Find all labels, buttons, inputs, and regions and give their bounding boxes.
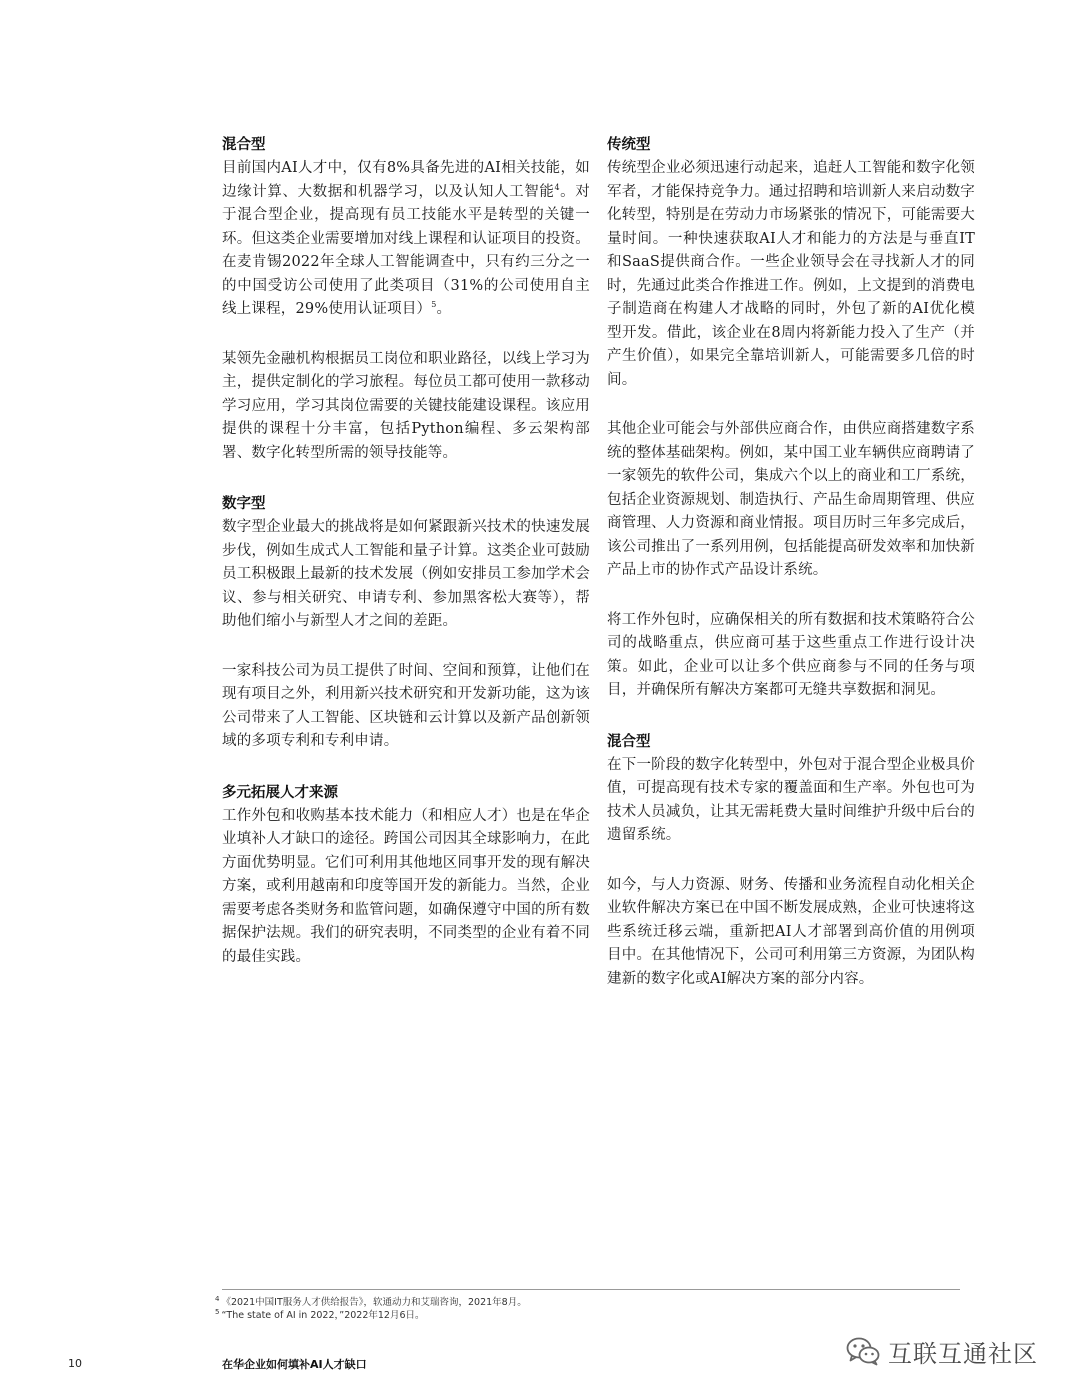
section-heading: 混合型 [222,137,266,153]
footnote-mark: 5 [215,1307,220,1316]
section-digital [222,493,590,754]
paragraph: 数字型企业最大的挑战将是如何紧跟新兴技术的快速发展步伐，例如生成式人工智能和量子计算。这类企业可鼓励员工积极跟上最新的技术发展（例如安排员工参加学术会议、参与相关研究、申请专利、参加黑客松大赛等），帮助他们缩小与新型人才之间的差距。 [222,519,590,629]
right-column [607,134,975,1019]
footnote [215,1296,960,1309]
footnote-divider [222,1289,960,1290]
paragraph: 如今，与人力资源、财务、传播和业务流程自动化相关企业软件解决方案已在中国不断发展成熟，企业可快速将这些系统迁移云端，重新把AI人才部署到高价值的用例项目中。在其他情况下，公司可利用第三方资源，为团队构建新的数字化或AI解决方案的部分内容。 [607,876,975,987]
footnote-ref[interactable]: 5 [431,300,437,310]
section-hybrid-left [222,134,590,465]
paragraph: 其他企业可能会与外部供应商合作，由供应商搭建数字系统的整体基础架构。例如，某中国工业车辆供应商聘请了一家领先的软件公司，集成六个以上的商业和工厂系统，包括企业资源规划、制造执行、产品生命周期管理、供应商管理、人力资源和商业情报。项目历时三年多完成后，该公司推出了一系列用例，包括能提高研发效率和加快新产品上市的协作式产品设计系统。 [607,421,975,578]
running-title: 在华企业如何填补AI人才缺口 [222,1358,367,1371]
section-traditional [607,134,975,703]
paragraph-text: 。 [436,301,452,317]
footnote-text: 《2021中国IT服务人才供给报告》，软通动力和艾瑞咨询，2021年8月。 [221,1297,527,1308]
footnotes [215,1296,960,1322]
wechat-icon [846,1336,880,1366]
paragraph: 传统型企业必须迅速行动起来，追赶人工智能和数字化领军者，才能保持竞争力。通过招聘和培训新人来启动数字化转型，特别是在劳动力市场紧张的情况下，可能需要大量时间。一种快速获取AI人才和能力的方法是与垂直IT和SaaS提供商合作。一些企业领导会在寻找新人才的同时，先通过此类合作推进工作。例如，上文提到的消费电子制造商在构建人才战略的同时，外包了新的AI优化模型开发。借此，该企业在8周内将新能力投入了生产（并产生价值），如果完全靠培训新人，可能需要多几倍的时间。 [607,160,975,388]
footnote-mark: 4 [215,1294,220,1303]
paragraph: 将工作外包时，应确保相关的所有数据和技术策略符合公司的战略重点，供应商可基于这些重点工作进行设计决策。如此，企业可以让多个供应商参与不同的任务与项目，并确保所有解决方案都可无缝共享数据和洞见。 [607,611,975,698]
watermark-text: 互联互通社区 [888,1339,1038,1368]
page-number: 10 [68,1357,82,1370]
section-heading: 数字型 [222,496,266,512]
section-heading: 混合型 [607,733,651,750]
paragraph: 一家科技公司为员工提供了时间、空间和预算，让他们在现有项目之外，利用新兴技术研究和开发新功能，这为该公司带来了人工智能、区块链和云计算以及新产品创新领域的多项专利和专利申请。 [222,662,590,749]
left-column [222,134,590,997]
section-diversify-talent [222,782,590,970]
paragraph-text: 目前国内AI人才中，仅有8%具备先进的AI相关技能，如边缘计算、大数据和机器学习，以及认知人工智能 [222,160,590,200]
section-heading: 传统型 [607,137,651,153]
footnote-ref[interactable]: 4 [554,182,560,192]
paragraph: 工作外包和收购基本技术能力（和相应人才）也是在华企业填补人才缺口的途径。跨国公司因其全球影响力，在此方面优势明显。它们可利用其他地区同事开发的现有解决方案，或利用越南和印度等国开发的新能力。当然，企业需要考虑各类财务和监管问题，如确保遵守中国的所有数据保护法规。我们的研究表明，不同类型的企业有着不同的最佳实践。 [222,807,590,965]
paragraph-text: 。对于混合型企业，提高现有员工技能水平是转型的关键一环。但这类企业需要增加对线上课程和认证项目的投资。在麦肯锡2022年全球人工智能调查中，只有约三分之一的中国受访公司使用了此类项目（31%的公司使用自主线上课程，29%使用认证项目） [222,183,590,317]
footnote [215,1309,960,1322]
paragraph: 在下一阶段的数字化转型中，外包对于混合型企业极具价值，可提高现有技术专家的覆盖面和生产率。外包也可为技术人员减负，让其无需耗费大量时间维护升级中后台的遗留系统。 [607,756,975,843]
footnote-text: “The state of AI in 2022，”2022年12月6日。 [221,1310,425,1321]
paragraph [222,157,590,322]
paragraph: 某领先金融机构根据员工岗位和职业路径，以线上学习为主，提供定制化的学习旅程。每位员工都可使用一款移动学习应用，学习其岗位需要的关键技能建设课程。该应用提供的课程十分丰富，包括Python编程、多云架构部署、数字化转型所需的领导技能等。 [222,350,590,461]
watermark [846,1333,1038,1369]
section-heading: 多元拓展人才来源 [222,784,338,801]
section-hybrid-right [607,731,975,992]
